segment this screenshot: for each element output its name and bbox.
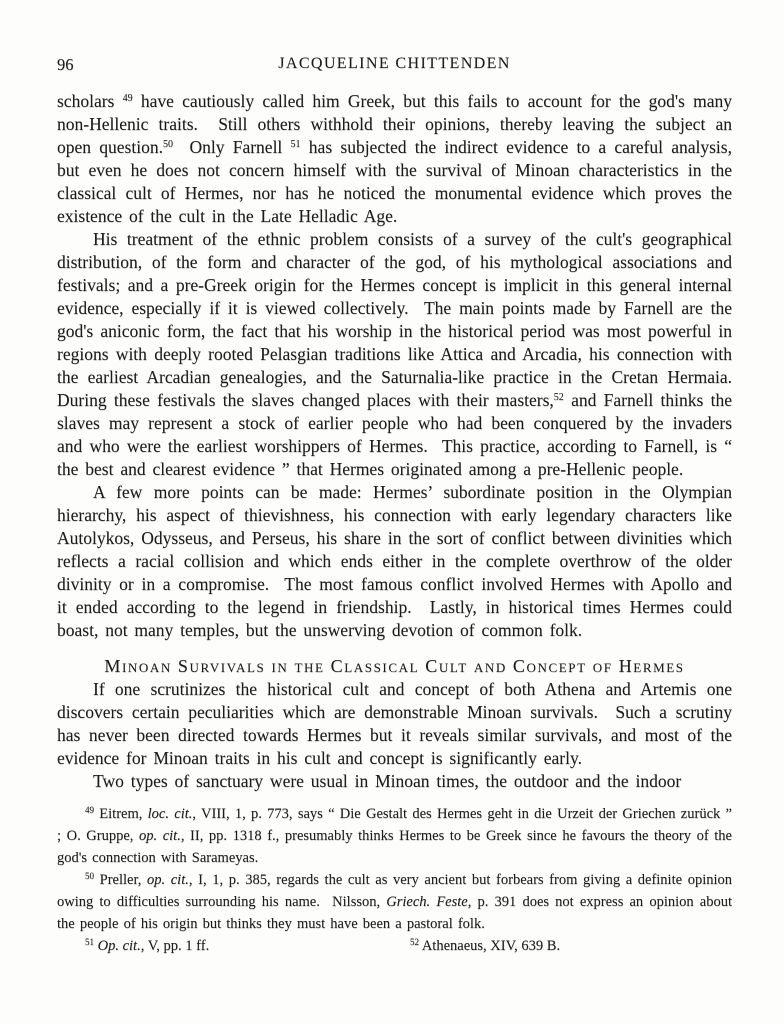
footnote-ref-52: 52 — [553, 392, 564, 403]
italic-citation: op. cit. — [146, 872, 189, 888]
page-header — [57, 55, 732, 75]
section-heading: Minoan Survivals in the Classical Cult and Concept of Hermes — [104, 656, 685, 676]
footnotes-block — [57, 803, 738, 957]
page-number: 96 — [57, 55, 74, 74]
text-segment: , p. 391 does not express an opinion about the people of his origin but thinks they must have been a pastoral folk. — [57, 894, 738, 932]
footnote-row-51-52 — [57, 935, 732, 957]
article-body — [57, 90, 746, 793]
footnote-51 — [85, 935, 209, 957]
text-segment: , I, 1, p. 385, regards the cult as very ancient but forbears from giving a definite opinion owing to difficulties surrounding his name. Nilsson, — [57, 872, 738, 910]
italic-citation: op. cit. — [139, 828, 181, 844]
paragraph-1 — [57, 90, 739, 228]
text-segment: scholars — [57, 91, 123, 111]
footnote-ref-51: 51 — [290, 139, 301, 150]
text-segment: has subjected the indirect evidence to a careful analysis, but even he does not concern himself with the survival of Minoan characteristics in the classical cult of Hermes, nor has he noticed the monumental evidence which proves the existence of the cult in the Late Helladic Age. — [57, 137, 739, 226]
paragraph-5 — [57, 770, 732, 793]
text-segment: His treatment of the ethnic problem consists of a survey of the cult's geographical distribution, of the form and character of the god, of his mythological associations and festivals; and a pre-Greek origin for the Hermes concept is implicit in this general internal evidence, especially if it is viewed collectively. The main points made by Farnell are the god's aniconic form, the fact that his worship in the historical period was most powerful in regions with deeply rooted Pelasgian traditions like Attica and Arcadia, his connection with the earliest Arcadian genealogies, and the Saturnalia-like practice in the Cretan Hermaia. During these festivals the slaves changed places with their masters, — [57, 229, 746, 410]
paragraph-4 — [57, 678, 739, 770]
text-segment: A few more points can be made: Hermes’ subordinate position in the Olympian hierarchy, his aspect of thievishness, his connection with early legendary characters like Autolykos, Odysseus, and Perseus, his share in the sort of conflict between divinities which reflects a racial collision and which ends either in the complete overthrow of the older divinity or in a compromise. The most famous conflict involved Hermes with Apollo and it ended according to the legend in friendship. Lastly, in historical times Hermes could boast, not many temples, but the unswerving devotion of common folk. — [57, 482, 739, 640]
text-segment: Preller, — [94, 872, 147, 888]
italic-citation: Griech. Feste — [386, 894, 468, 910]
running-head-author: JACQUELINE CHITTENDEN — [278, 55, 511, 72]
text-segment: Eitrem, — [94, 806, 148, 822]
footnote-51-number: 51 — [85, 937, 94, 947]
footnote-ref-49: 49 — [122, 93, 133, 104]
footnote-49-number: 49 — [85, 805, 94, 815]
text-segment: , VIII, 1, p. 773, says “ Die Gestalt des Hermes geht in die Urzeit der Griechen zurück ” ; O. Gruppe, — [57, 806, 738, 844]
italic-citation: loc. cit. — [147, 806, 193, 822]
text-segment: Athenaeus, XIV, 639 B. — [419, 938, 561, 954]
footnote-50-number: 50 — [85, 871, 94, 881]
text-segment: , II, pp. 1318 f., presumably thinks Hermes to be Greek since he favours the theory of the god's connection with Sarameyas. — [57, 828, 738, 866]
text-segment: Two types of sanctuary were usual in Minoan times, the outdoor and the indoor — [93, 771, 682, 791]
footnote-50 — [57, 869, 738, 935]
italic-citation: Op. cit. — [97, 938, 141, 954]
footnote-52-number: 52 — [410, 937, 419, 947]
footnote-ref-50: 50 — [162, 139, 173, 150]
text-segment: , V, pp. 1 ff. — [140, 938, 210, 954]
paragraph-3 — [57, 481, 739, 642]
text-segment: If one scrutinizes the historical cult and concept of both Athena and Artemis one discovers certain peculiarities which are demonstrable Minoan survivals. Such a scrutiny has never been directed towards Hermes but it reveals similar survivals, and most of the evidence for Minoan traits in his cult and concept is significantly early. — [57, 679, 739, 768]
text-segment: Only Farnell — [172, 137, 291, 157]
footnote-52 — [410, 935, 560, 957]
text-segment: have cautiously called him Greek, but this fails to account for the god's many non-Hellenic traits. Still others withhold their opinions, thereby leaving the subject an open question. — [57, 91, 739, 157]
footnote-49 — [57, 803, 738, 869]
paragraph-2 — [57, 228, 746, 481]
text-segment: and Farnell thinks the slaves may represent a stock of earlier people who had been conquered by the invaders and who were the earliest worshippers of Hermes. This practice, according to Farnell, is “ the best and clearest evidence ” that Hermes originated among a pre-Hellenic people. — [57, 390, 739, 479]
